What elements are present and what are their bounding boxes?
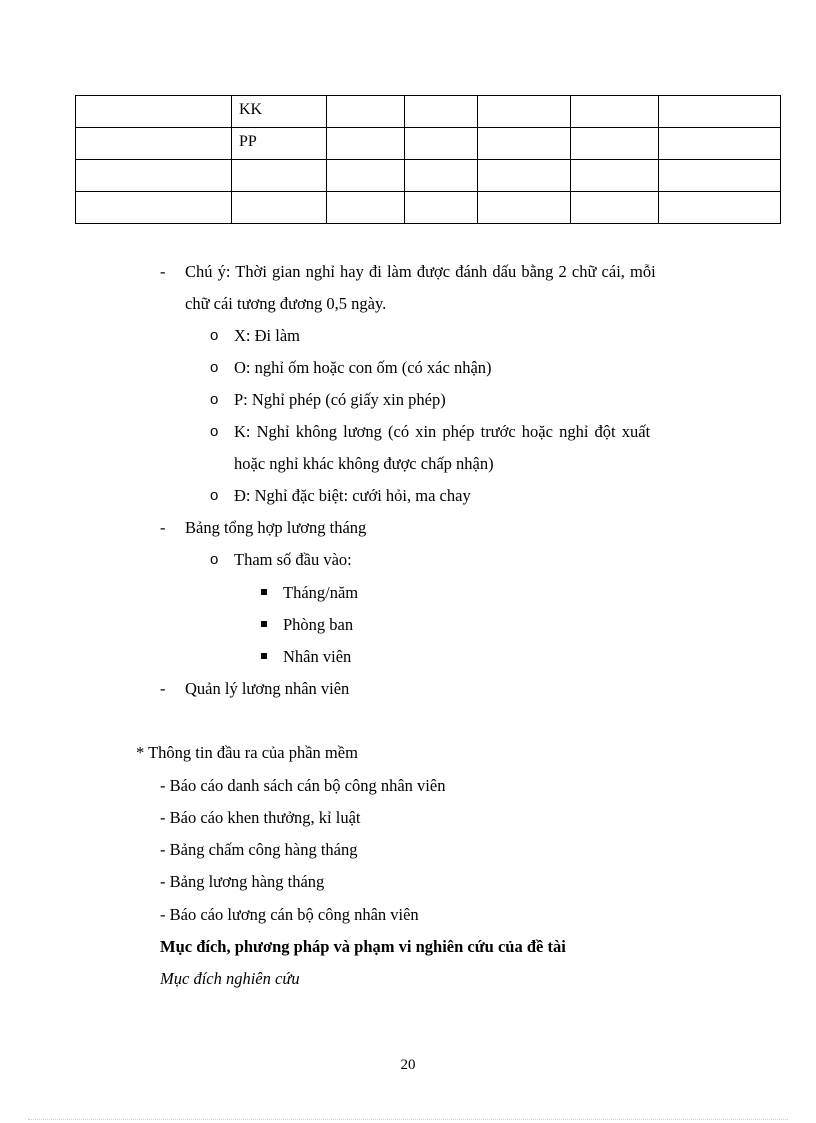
output-item: - Báo cáo khen thưởng, kỉ luật: [160, 808, 361, 827]
note-dash: -: [160, 262, 166, 281]
table-cell: [478, 192, 571, 224]
summary-label: Bảng tổng hợp lương tháng: [185, 518, 367, 537]
table-cell: [571, 96, 659, 128]
table-row: [76, 160, 781, 192]
table-cell: [405, 192, 478, 224]
manage-dash: -: [160, 679, 166, 698]
note-item-d: Đ: Nghỉ đặc biệt: cưới hỏi, ma chay: [234, 486, 471, 505]
table-cell: [571, 192, 659, 224]
note-item-x: X: Đi làm: [234, 326, 300, 345]
circle-bullet-o: o: [210, 359, 219, 376]
output-item: - Bảng chấm công hàng tháng: [160, 840, 358, 859]
note-line-1: Chú ý: Thời gian nghỉ hay đi làm được đánh dấu bằng 2 chữ cái, mỗi: [185, 262, 656, 281]
manage-label: Quản lý lương nhân viên: [185, 679, 350, 698]
table-cell: [478, 128, 571, 160]
table-cell: [76, 96, 232, 128]
params-label: Tham số đầu vào:: [234, 550, 352, 569]
param-month-year: Tháng/năm: [283, 583, 359, 602]
table-cell: [659, 128, 781, 160]
table-cell: KK: [232, 96, 327, 128]
table-cell: [76, 160, 232, 192]
note-item-o: O: nghỉ ốm hoặc con ốm (có xác nhận): [234, 358, 492, 377]
table-cell: [478, 96, 571, 128]
table-cell: [232, 160, 327, 192]
table-cell: [232, 192, 327, 224]
table-cell: [327, 160, 405, 192]
table-cell: [405, 128, 478, 160]
note-item-k-cont: hoặc nghỉ khác không được chấp nhận): [234, 454, 494, 473]
purpose-heading: Mục đích, phương pháp và phạm vi nghiên cứu của đề tài: [160, 937, 566, 956]
output-item: - Báo cáo lương cán bộ công nhân viên: [160, 905, 419, 924]
table-cell: [405, 160, 478, 192]
table-cell: [571, 128, 659, 160]
circle-bullet-d: o: [210, 487, 219, 504]
circle-bullet-params: o: [210, 551, 219, 568]
footer-rule: [28, 1119, 788, 1120]
circle-bullet-k: o: [210, 423, 219, 440]
note-line-2: chữ cái tương đương 0,5 ngày.: [185, 294, 387, 313]
circle-bullet-p: o: [210, 391, 219, 408]
table-cell: [659, 96, 781, 128]
purpose-subheading: Mục đích nghiên cứu: [160, 969, 300, 988]
attendance-table: [75, 95, 781, 224]
circle-bullet-x: o: [210, 327, 219, 344]
square-bullet-icon: [261, 653, 267, 659]
param-employee: Nhân viên: [283, 647, 352, 666]
summary-dash: -: [160, 518, 166, 537]
square-bullet-icon: [261, 621, 267, 627]
page-number: 20: [400, 1057, 416, 1073]
table-cell: [659, 192, 781, 224]
table-cell: [327, 128, 405, 160]
table-row: [76, 192, 781, 224]
table-cell: [76, 128, 232, 160]
table-row: [76, 128, 781, 160]
output-heading: * Thông tin đầu ra của phần mềm: [136, 743, 358, 762]
output-item: - Báo cáo danh sách cán bộ công nhân viên: [160, 776, 446, 795]
table-cell: [327, 96, 405, 128]
param-department: Phòng ban: [283, 615, 354, 634]
table-cell: [76, 192, 232, 224]
table-cell: PP: [232, 128, 327, 160]
table-cell: [405, 96, 478, 128]
square-bullet-icon: [261, 589, 267, 595]
output-item: - Bảng lương hàng tháng: [160, 872, 325, 891]
table-cell: [478, 160, 571, 192]
table-cell: [571, 160, 659, 192]
table-row: [76, 96, 781, 128]
table-cell: [327, 192, 405, 224]
note-item-p: P: Nghỉ phép (có giấy xin phép): [234, 390, 446, 409]
table-cell: [659, 160, 781, 192]
note-item-k: K: Nghỉ không lương (có xin phép trước hoặc nghỉ đột xuất: [234, 422, 651, 441]
